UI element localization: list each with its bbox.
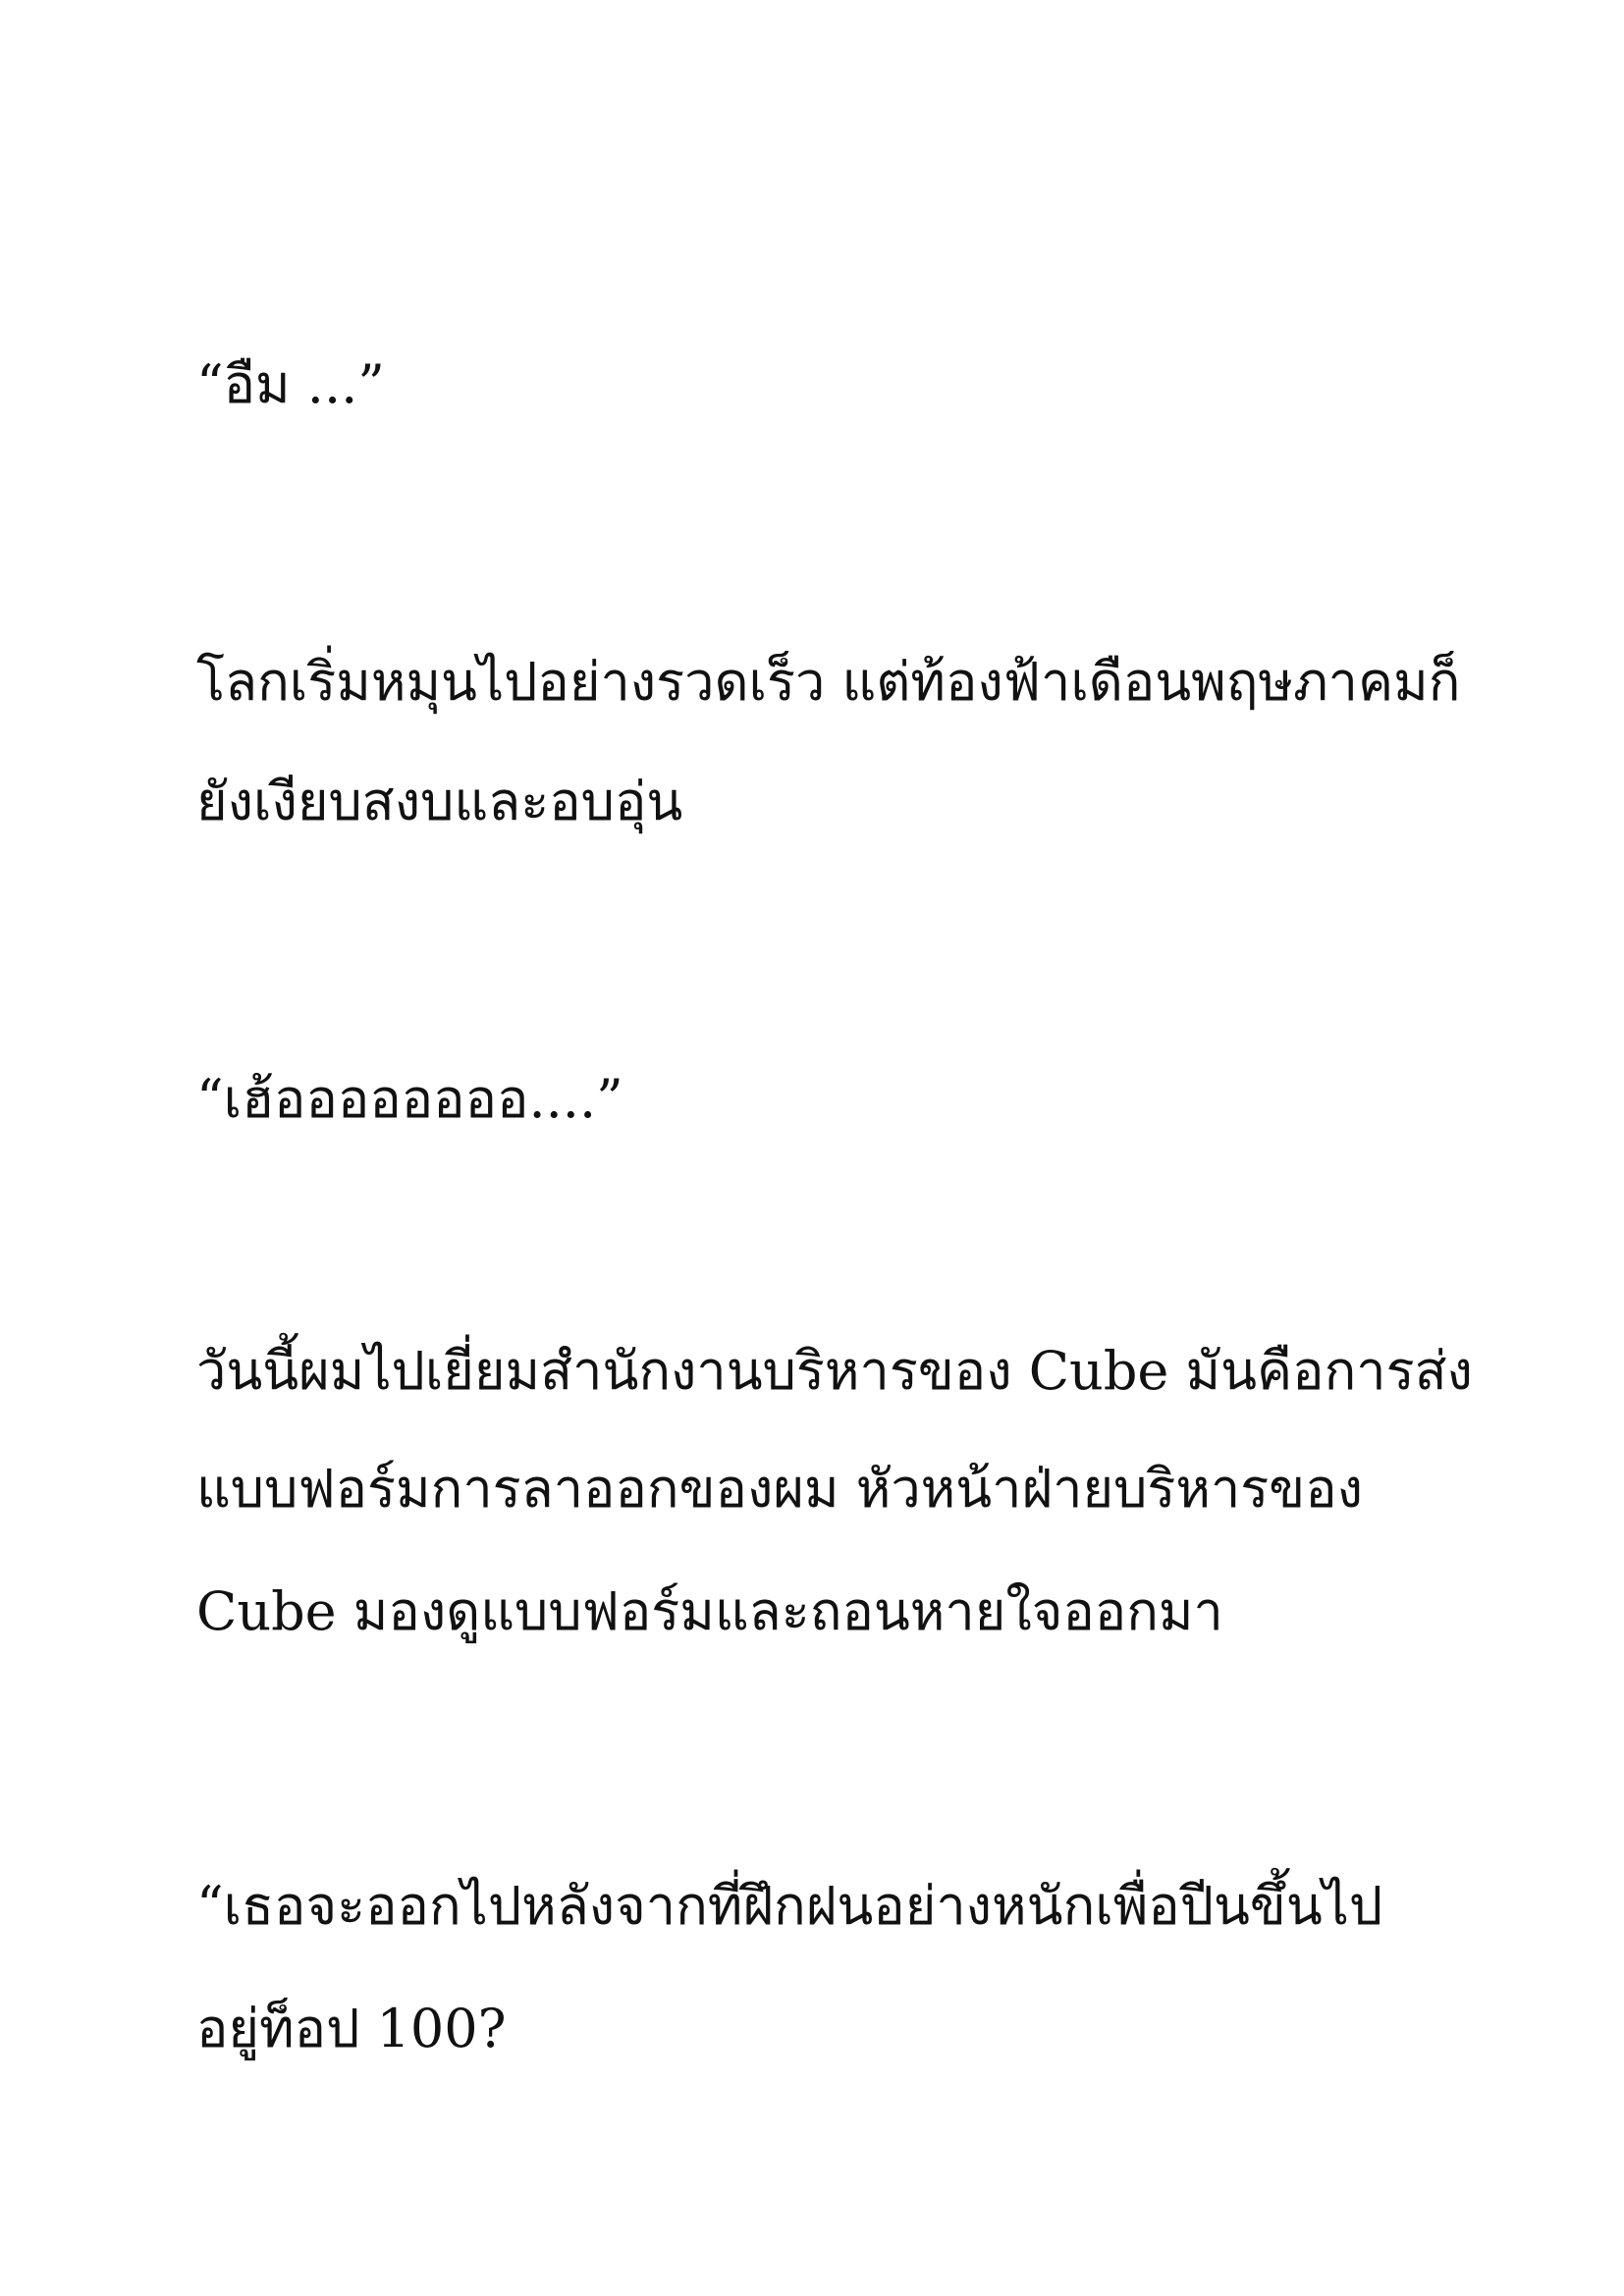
paragraph-4-line-1: วันนี้ผมไปเยี่ยมสำนักงานบริหารของ Cube มันคือการส่ง	[196, 1340, 1473, 1402]
paragraph-4-line-3: Cube มองดูแบบฟอร์มและถอนหายใจออกมา	[196, 1580, 1223, 1642]
paragraph-5-line-2: อยู่ท็อป 100?	[196, 1998, 507, 2059]
paragraph-1-line-1: “อืม ...”	[196, 353, 385, 415]
paragraph-4-line-2: แบบฟอร์มการลาออกของผม หัวหน้าฝ่ายบริหารของ	[196, 1458, 1363, 1520]
paragraph-3-line-1: “เฮ้ออออออออ....”	[196, 1068, 623, 1130]
paragraph-2-line-2: ยังเงียบสงบและอบอุ่น	[196, 771, 683, 832]
paragraph-5-line-1: “เธอจะออกไปหลังจากที่ฝึกฝนอย่างหนักเพื่อปีนขึ้นไป	[196, 1875, 1383, 1937]
paragraph-2-line-1: โลกเริ่มหมุนไปอย่างรวดเร็ว แต่ท้องฟ้าเดือนพฤษภาคมก็	[196, 651, 1461, 713]
